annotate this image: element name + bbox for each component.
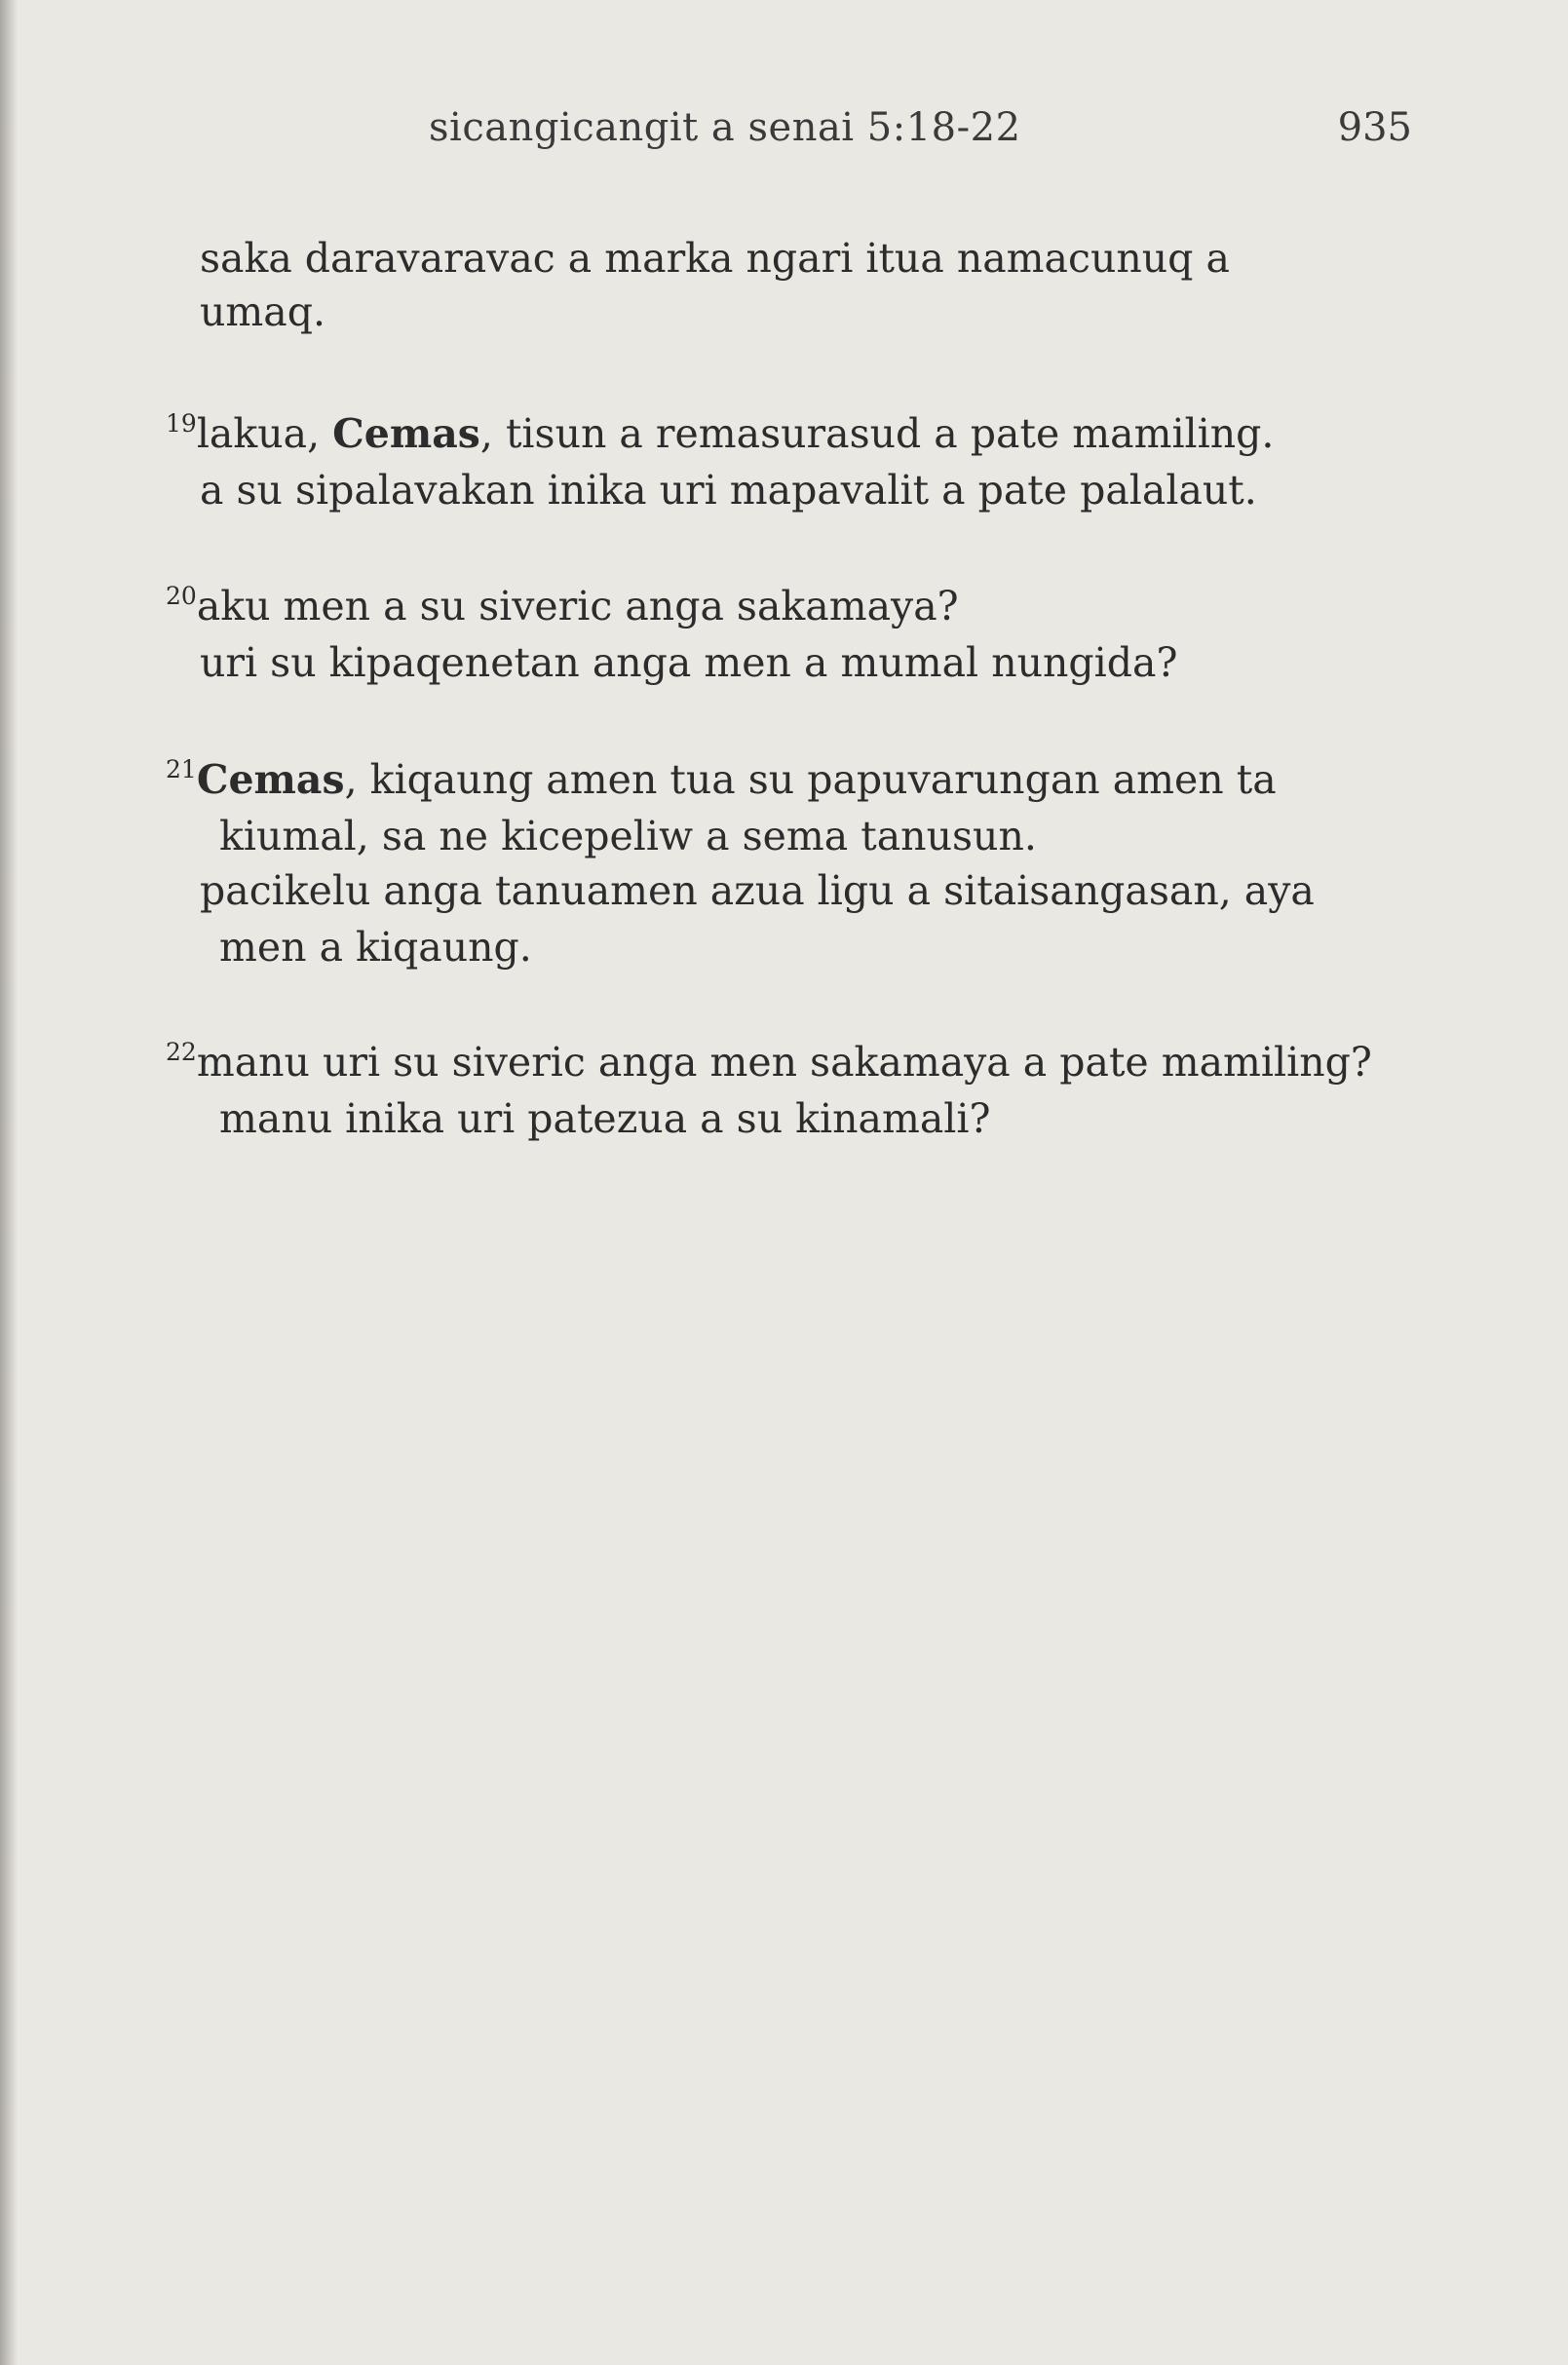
text-line: saka daravaravac a marka ngari itua namacunuq a [200,235,1230,282]
text-line: manu inika uri patezua a su kinamali? [219,1095,991,1142]
page-gutter-shadow [0,0,18,2365]
name-bold: Cemas [332,410,480,457]
text-line: $^{20}$aku men a su siveric anga sakamaya? [166,582,959,629]
running-head: sicangicangit a senai 5:18-22 [429,105,1021,150]
text-line: kiumal, sa ne kicepeliw a sema tanusun. [219,813,1037,859]
page-number: 935 [1337,105,1412,150]
text-line: $^{21}$Cemas, kiqaung amen tua su papuvarungan amen ta [166,755,1277,803]
text-line: pacikelu anga tanuamen azua ligu a sitaisangasan, aya [200,867,1315,914]
text-line: $^{19}$lakua, Cemas, tisun a remasurasud a pate mamiling. [166,409,1275,457]
verse-number: 19 [166,409,197,438]
text-line: a su sipalavakan inika uri mapavalit a pate palalaut. [200,467,1257,514]
text-line: uri su kipaqenetan anga men a mumal nungida? [200,639,1178,686]
verse-number: 21 [166,755,197,783]
verse-number: 20 [166,582,197,610]
text-line: $^{22}$manu uri su siveric anga men sakamaya a pate mamiling? [166,1038,1372,1086]
verse-number: 22 [166,1038,197,1066]
text-line: umaq. [200,288,326,335]
name-bold: Cemas [196,756,345,803]
page-header [0,105,1568,164]
text-line: men a kiqaung. [219,924,532,971]
